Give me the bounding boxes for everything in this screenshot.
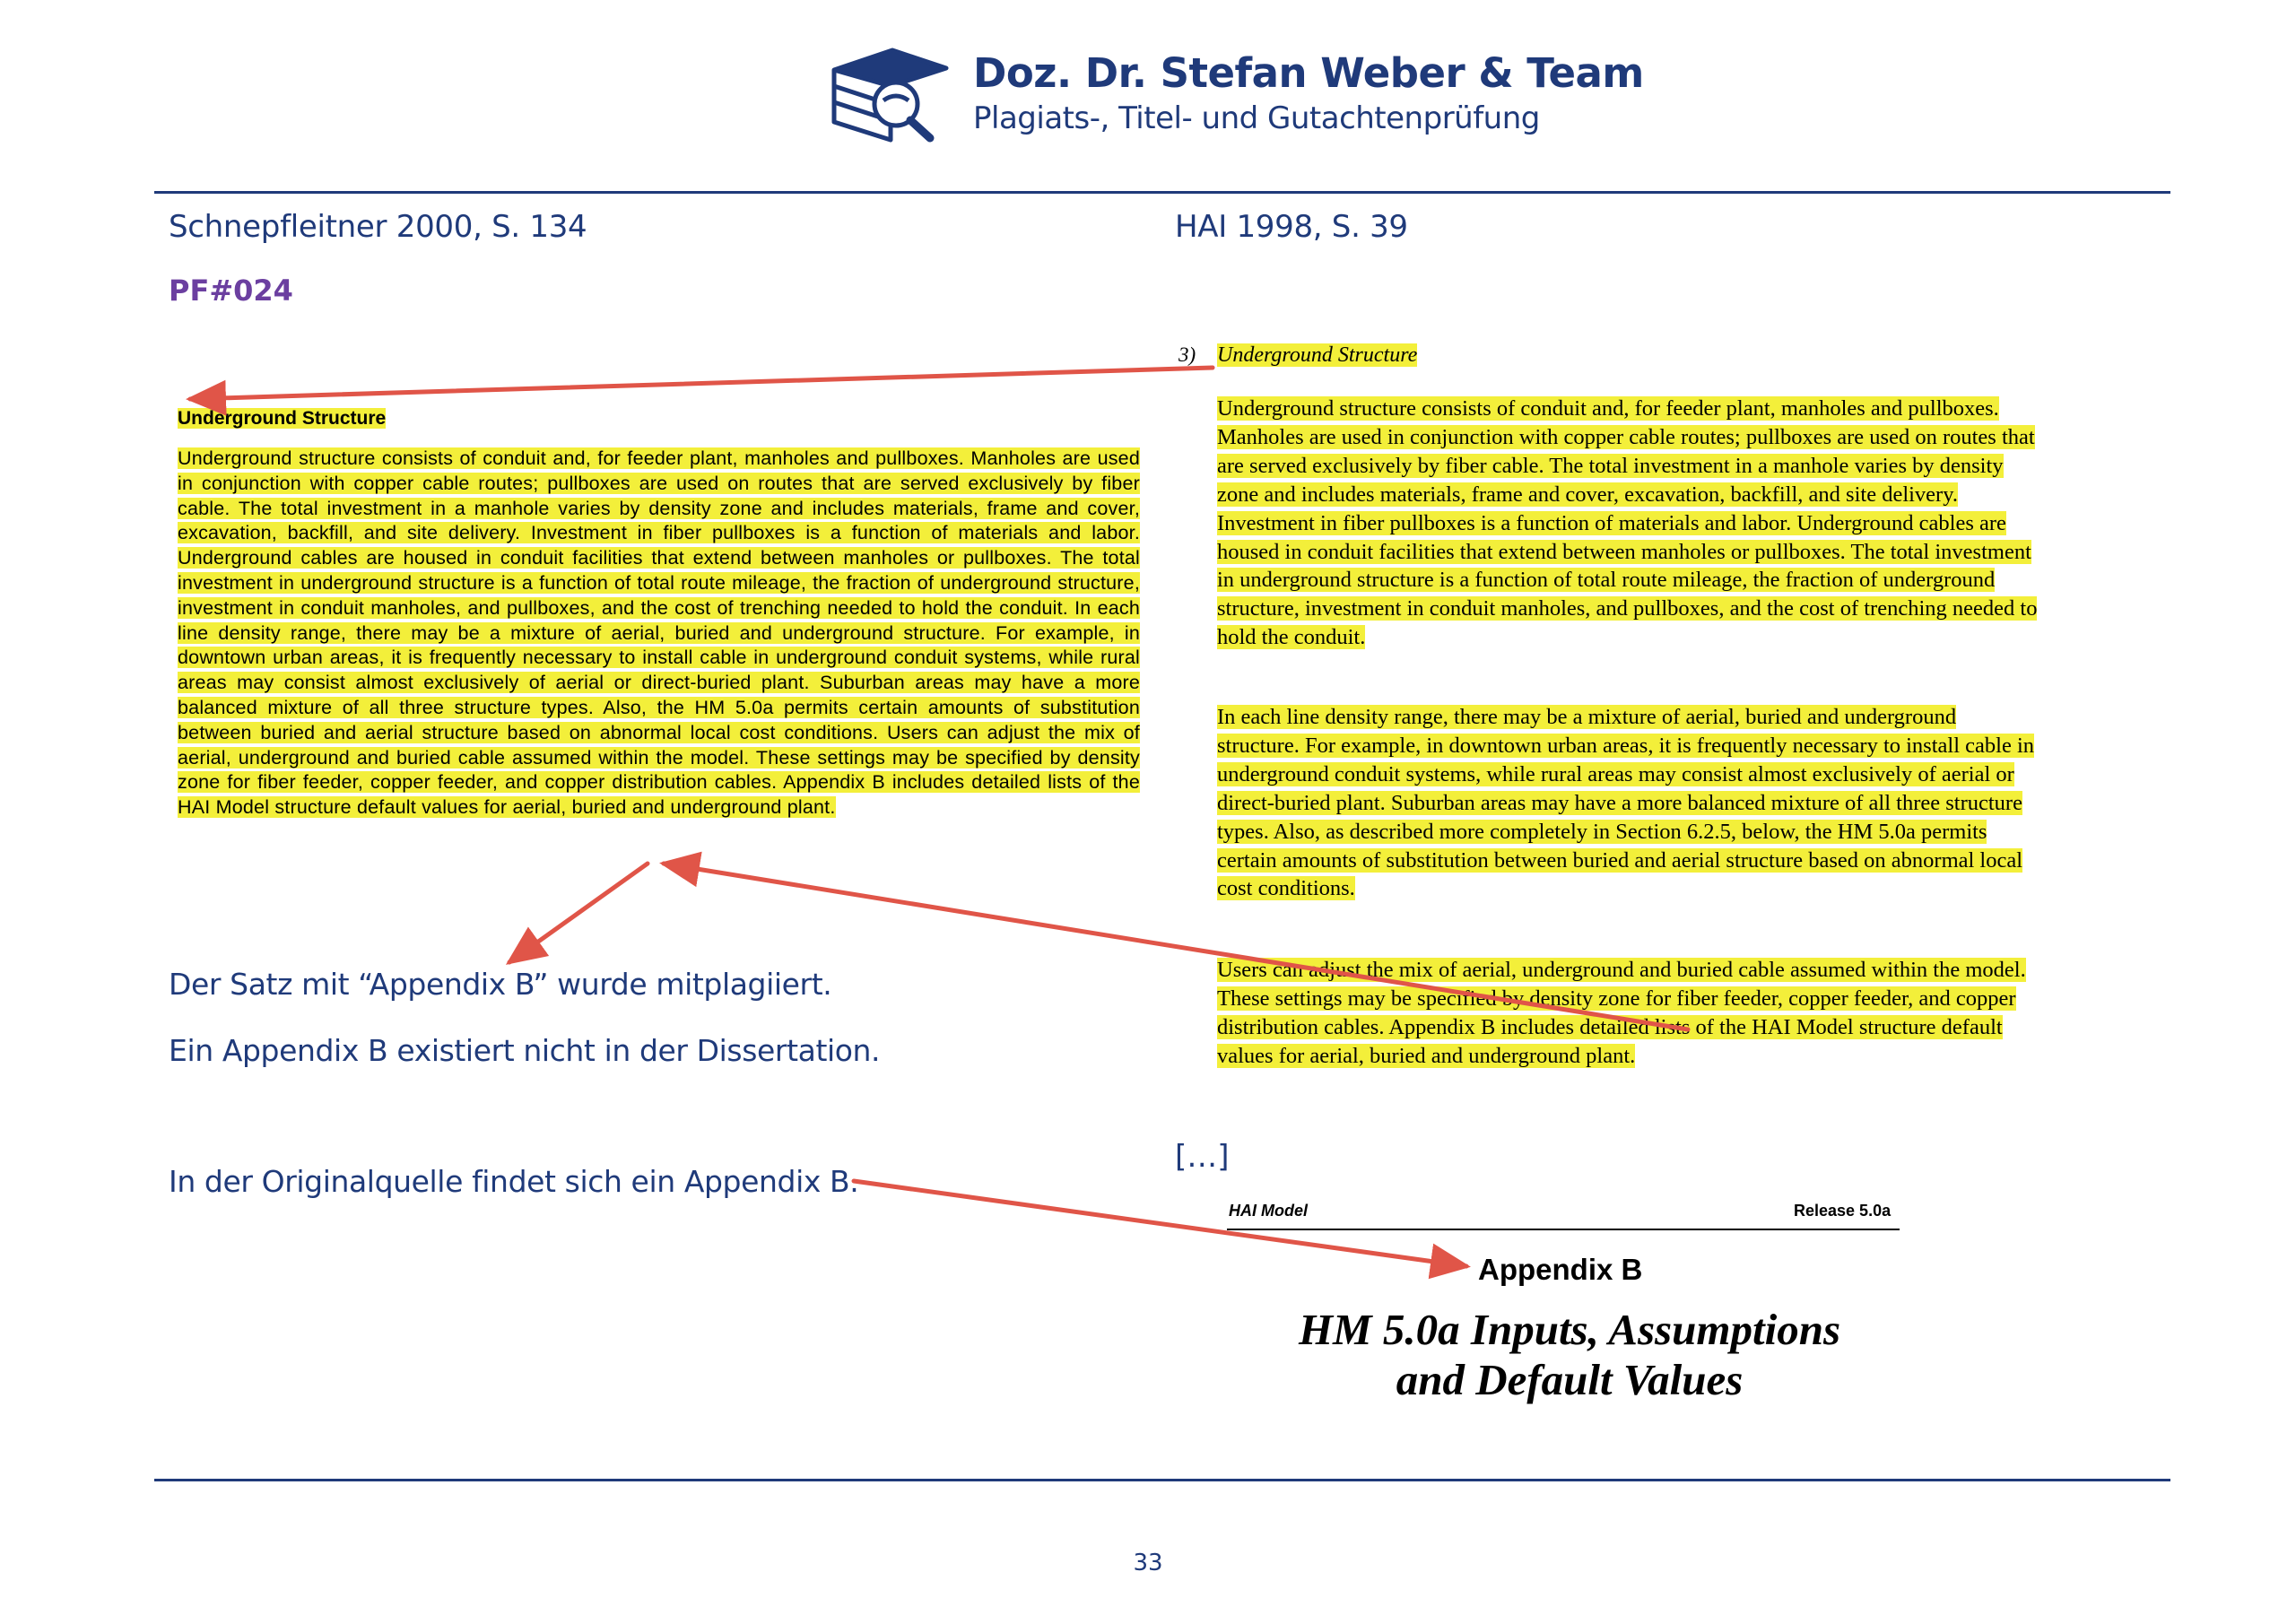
- brand-subtitle: Plagiats-, Titel- und Gutachtenprüfung: [973, 100, 1540, 136]
- comment-plagiarized-sentence: Der Satz mit “Appendix B” wurde mitplagiiert.: [169, 967, 832, 1002]
- header-divider: [154, 191, 2170, 194]
- arrow-original-appendix-link: [854, 1181, 1466, 1266]
- right-item-number: 3): [1178, 343, 1196, 366]
- right-heading-text: Underground Structure: [1217, 343, 1418, 367]
- left-body-text: Underground structure consists of conduit and, for feeder plant, manholes and pullboxes. Manholes are used in conjunction with copper cable routes; pullboxes are used on routes that are served exclusively by fiber cable. The total investment in a manhole varies by density zone and includes materials, frame and cover, excavation, backfill, and site delivery. Investment in fiber pullboxes is a function of materials and labor. Underground cables are housed in conduit facilities that extend between manholes or pullboxes. The total investment in underground structure is a function of total route mileage, the fraction of underground structure, investment in conduit manholes, and pullboxes, and the cost of trenching needed to hold the conduit. In each line density range, there may be a mixture of aerial, buried and underground structure. For example, in downtown urban areas, it is frequently necessary to install cable in underground conduit systems, while rural areas may consist almost exclusively of aerial or direct-buried plant. Suburban areas may have a more balanced mixture of all three structure types. Also, the HM 5.0a permits certain amounts of substitution between buried and aerial structure based on abnormal local cost conditions. Users can adjust the mix of aerial, underground and buried cable assumed within the model. These settings may be specified by density zone for fiber feeder, copper feeder, and copper distribution cables. Appendix B includes detailed lists of the HAI Model structure default values for aerial, buried and underground plant.: [178, 447, 1140, 819]
- right-paragraph-2-text: In each line density range, there may be a mixture of aerial, buried and underground structure. For example, in downtown urban areas, it is frequently necessary to install cable in underground conduit systems, while rural areas may consist almost exclusively of aerial or direct-buried plant. Suburban areas may have a more balanced mixture of all three structure types. Also, as described more completely in Section 6.2.5, below, the HM 5.0a permits certain amounts of substitution between buried and aerial structure based on abnormal local cost conditions.: [1217, 705, 2034, 901]
- appendix-header-right: Release 5.0a: [1794, 1202, 1892, 1220]
- arrow-comment-link: [509, 864, 648, 962]
- arrow-heading-link: [190, 368, 1213, 399]
- right-paragraph-2: [1217, 703, 2042, 903]
- appendix-header-rule: [1227, 1229, 1900, 1230]
- appendix-title: Appendix B: [1478, 1253, 1643, 1286]
- right-excerpt-heading: [1217, 343, 1417, 368]
- right-paragraph-3: [1217, 956, 2042, 1071]
- left-excerpt-body: [178, 447, 1140, 821]
- right-paragraph-1-text: Underground structure consists of conduit and, for feeder plant, manholes and pullboxes. Manholes are used in conjunction with copper cable routes; pullboxes are used on routes that are served exclusively by fiber cable. The total investment in a manhole varies by density zone and includes materials, frame and cover, excavation, backfill, and site delivery. Investment in fiber pullboxes is a function of materials and labor. Underground cables are housed in conduit facilities that extend between manholes or pullboxes. The total investment in underground structure is a function of total route mileage, the fraction of underground structure, investment in conduit manholes, and pullboxes, and the cost of trenching needed to hold the conduit.: [1217, 396, 2038, 650]
- book-magnifier-logo: [830, 43, 951, 143]
- case-id: PF#024: [169, 274, 293, 308]
- right-paragraph-3-text: Users can adjust the mix of aerial, underground and buried cable assumed within the model. These settings may be specified by density zone for fiber feeder, copper feeder, and copper distribution cables. Appendix B includes detailed lists of the HAI Model structure default values for aerial, buried and underground plant.: [1217, 958, 2026, 1068]
- left-heading-text: Underground Structure: [178, 408, 387, 429]
- left-excerpt-heading: [178, 408, 386, 430]
- comment-original-appendix: In der Originalquelle findet sich ein Appendix B.: [169, 1164, 859, 1199]
- brand-title: Doz. Dr. Stefan Weber & Team: [973, 49, 1644, 97]
- left-source-reference: Schnepfleitner 2000, S. 134: [169, 209, 587, 245]
- right-paragraph-1: [1217, 395, 2042, 652]
- appendix-subtitle-line-2: and Default Values: [1396, 1355, 1744, 1404]
- appendix-subtitle-line-1: HM 5.0a Inputs, Assumptions: [1298, 1305, 1841, 1354]
- appendix-header-left: HAI Model: [1229, 1202, 1308, 1220]
- appendix-subtitle: [1166, 1305, 1973, 1405]
- right-source-reference: HAI 1998, S. 39: [1175, 209, 1408, 245]
- footer-divider: [154, 1479, 2170, 1481]
- page-number: 33: [1133, 1550, 1163, 1576]
- comment-no-appendix: Ein Appendix B existiert nicht in der Dissertation.: [169, 1033, 881, 1068]
- omission-ellipsis: […]: [1175, 1139, 1230, 1175]
